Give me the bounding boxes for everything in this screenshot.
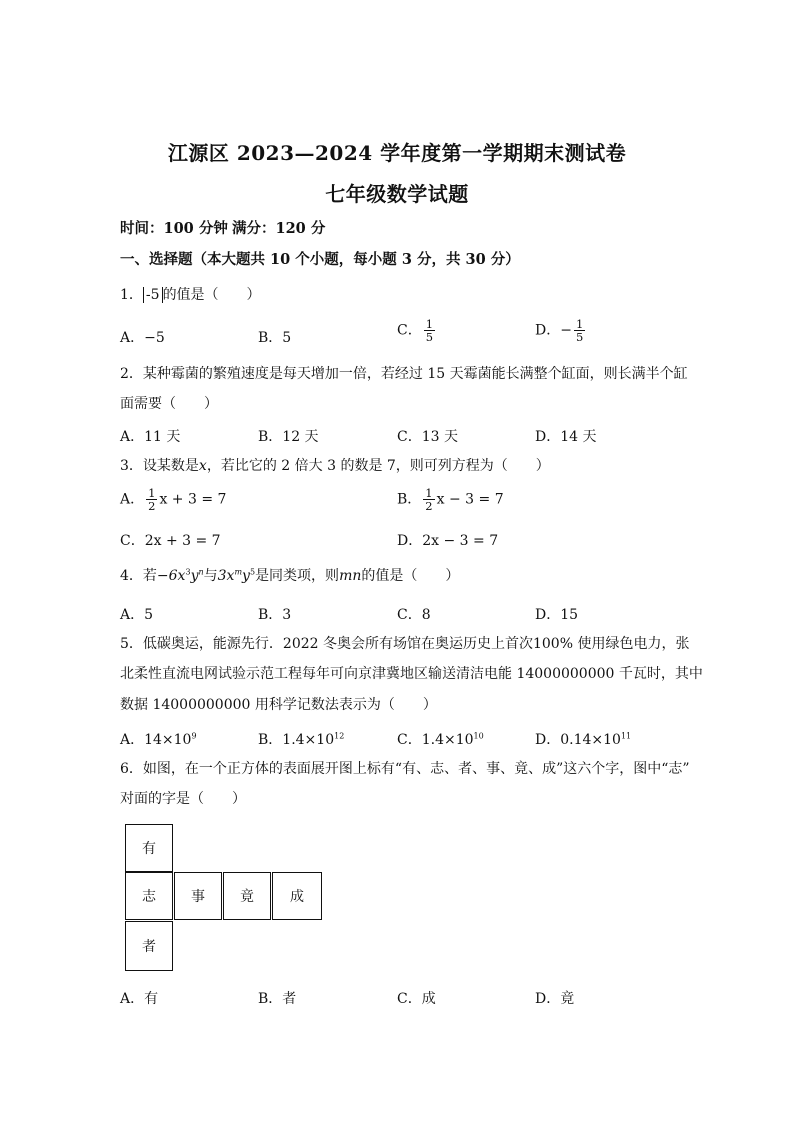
q4-option-a: A．5 [120,607,154,623]
net-cell-zhi: 志 [125,872,173,920]
q1-c-den: 5 [425,330,434,344]
q3-option-c: C．2x + 3 = 7 [120,533,221,549]
exam-score: 满分：120 分 [232,220,326,237]
q1-c-num: 1 [425,317,434,331]
q6-option-d: D．竟 [535,991,575,1007]
q4-term-1-y: y [190,568,199,584]
exam-time: 时间：100 分钟 [120,220,228,237]
q1-c-label: C． [397,322,422,339]
q4-term-1: −6x [156,568,186,584]
q4-term-1-exp-y: n [198,567,204,577]
q5-c-base: C．1.4×10 [397,732,474,748]
q1-option-a: A．−5 [120,330,165,346]
q5-d-exp: 11 [620,731,632,741]
question-2-line-2: 面需要（ ） [120,396,218,412]
q1-option-d [535,318,587,343]
q5-b-base: B．1.4×10 [258,732,335,748]
q3-b-rest: x − 3 = 7 [436,491,504,508]
net-cell-jing: 竟 [223,872,271,920]
q1-abs-value: -5 [143,287,163,303]
q4-option-b: B．3 [258,607,292,623]
q1-d-den: 5 [575,330,584,344]
q5-d-base: D．0.14×10 [535,732,621,748]
q3-a-fraction [146,487,157,512]
exam-subtitle: 七年级数学试题 [325,182,469,206]
q6-option-b: B．者 [258,991,297,1007]
q5-a-exp: 9 [191,731,197,741]
q5-option-b [258,729,344,749]
net-cell-shi: 事 [174,872,222,920]
q5-option-a [120,729,197,749]
section-heading: 一、选择题（本大题共 10 个小题，每小题 3 分，共 30 分） [120,251,520,268]
q4-post-1: 是同类项，则 [255,568,340,584]
q3-a-rest: x + 3 = 7 [159,491,227,508]
q3-a-label: A． [120,491,145,508]
q4-term-1-exp-x: 3 [185,567,191,577]
q5-a-base: A．14×10 [120,732,192,748]
q1-option-b: B．5 [258,330,292,346]
q5-option-d [535,729,631,749]
q2-option-a: A．11 天 [120,429,181,445]
net-cell-you: 有 [125,824,173,872]
q5-option-c [397,729,484,749]
q3-b-den: 2 [425,499,433,513]
q1-d-label: D．− [535,322,572,339]
q1-option-c [397,318,437,343]
q2-option-c: C．13 天 [397,429,458,445]
q5-c-exp: 10 [473,731,484,741]
question-3 [120,456,550,476]
q1-stem: 的值是（ ） [162,287,261,303]
q3-a-num: 1 [148,486,156,500]
q3-stem-pre: 3．设某数是 [120,458,199,474]
q3-b-fraction [423,487,434,512]
q4-term-2-exp-x: m [234,567,243,577]
question-4 [120,566,459,586]
q3-a-den: 2 [148,499,156,513]
exam-title: 江源区 2023—2024 学年度第一学期期末测试卷 [167,141,627,165]
q4-option-d: D．15 [535,607,579,623]
q1-d-num: 1 [575,317,584,331]
q1-c-fraction [424,318,435,343]
question-6-line-1: 6．如图，在一个正方体的表面展开图上标有“有、志、者、事、竟、成”这六个字，图中“志” [120,761,690,777]
q4-mid: 与 [203,568,218,584]
question-2-line-1: 2．某种霉菌的繁殖速度是每天增加一倍，若经过 15 天霉菌能长满整个缸面，则长满半个缸 [120,366,688,382]
q3-b-label: B． [397,491,422,508]
question-5-line-3: 数据 14000000000 用科学记数法表示为（ ） [120,697,437,713]
q3-b-num: 1 [425,486,433,500]
question-5-line-2: 北柔性直流电网试验示范工程每年可向京津冀地区输送清洁电能 14000000000 千瓦时，其中 [120,666,703,682]
net-cell-cheng: 成 [272,872,322,920]
q4-term-2: 3x [217,568,235,584]
q3-option-d: D．2x − 3 = 7 [397,533,499,549]
q4-option-c: C．8 [397,607,431,623]
q4-pre: 4．若 [120,568,157,584]
q3-stem-post: ，若比它的 2 倍大 3 的数是 7，则可列方程为（ ） [206,458,550,474]
q1-d-fraction [574,318,585,343]
q1-number: 1． [120,287,143,303]
q3-variable: x [198,458,207,474]
q6-option-a: A．有 [120,991,159,1007]
q4-term-2-exp-y: 5 [249,567,256,577]
question-5-line-1: 5．低碳奥运，能源先行．2022 冬奥会所有场馆在奥运历史上首次100% 使用绿色电力，张 [120,636,690,652]
q5-b-exp: 12 [334,731,345,741]
q6-option-c: C．成 [397,991,436,1007]
net-cell-zhe: 者 [125,921,173,971]
q3-option-a [120,487,226,512]
question-1 [120,285,261,305]
q2-option-b: B．12 天 [258,429,319,445]
q2-option-d: D．14 天 [535,429,597,445]
q4-mn: mn [339,568,362,584]
q4-term-2-y: y [242,568,250,584]
q3-option-b [397,487,504,512]
q4-post-2: 的值是（ ） [361,568,460,584]
question-6-line-2: 对面的字是（ ） [120,791,246,807]
